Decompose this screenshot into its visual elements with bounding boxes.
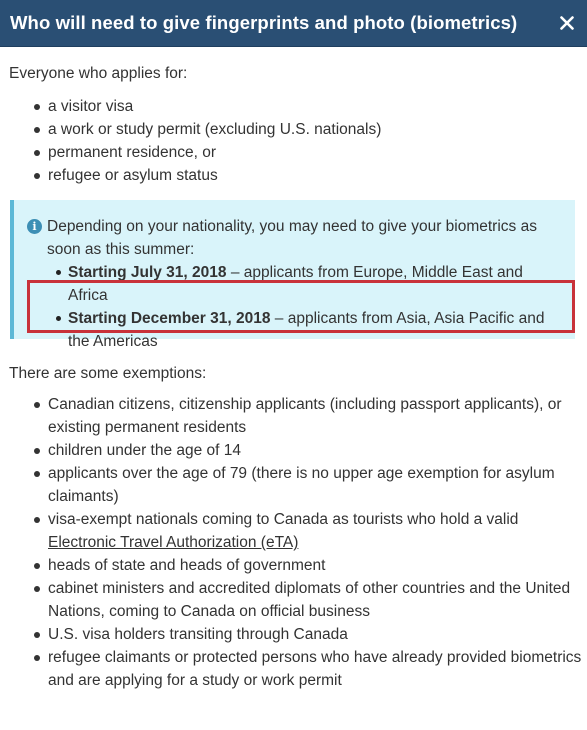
list-item: applicants over the age of 79 (there is no upper age exemption for asylum claimants) [48,462,587,508]
list-item: children under the age of 14 [48,439,587,462]
alert-dates-list [27,261,563,353]
region-text: – applicants from Europe, Middle East and Africa [68,264,523,304]
list-item [68,261,563,307]
list-item [48,508,587,554]
list-item: a visitor visa [48,95,587,118]
list-item: refugee claimants or protected persons who have already provided biometrics and are applying for a study or work permit [48,646,587,692]
date-label: Starting July 31, 2018 [68,264,227,281]
dialog-header [0,0,587,47]
list-item: a work or study permit (excluding U.S. nationals) [48,118,587,141]
close-icon [560,16,574,30]
list-item: U.S. visa holders transiting through Canada [48,623,587,646]
list-item [68,307,563,353]
alert-message [27,215,563,261]
exemptions-list [0,393,587,692]
list-item: Canadian citizens, citizenship applicants (including passport applicants), or existing permanent residents [48,393,587,439]
alert-text: Depending on your nationality, you may need to give your biometrics as soon as this summer: [47,218,537,258]
exemptions-lead: There are some exemptions: [9,365,207,382]
dialog-content [0,47,587,692]
list-item: permanent residence, or [48,141,587,164]
region-text: – applicants from Asia, Asia Pacific and the Americas [68,310,545,350]
list-item-text: visa-exempt nationals coming to Canada as tourists who hold a valid [48,511,519,528]
eta-link[interactable]: Electronic Travel Authorization (eTA) [48,534,299,551]
info-icon: i [27,219,42,234]
applies-list [0,95,587,187]
dialog-title: Who will need to give fingerprints and photo (biometrics) [10,12,518,33]
date-label: Starting December 31, 2018 [68,310,271,327]
list-item: heads of state and heads of government [48,554,587,577]
applies-lead: Everyone who applies for: [9,65,188,82]
info-alert [10,200,575,350]
close-button[interactable] [556,12,578,34]
list-item: cabinet ministers and accredited diplomats of other countries and the United Nations, coming to Canada on official business [48,577,587,623]
list-item: refugee or asylum status [48,164,587,187]
